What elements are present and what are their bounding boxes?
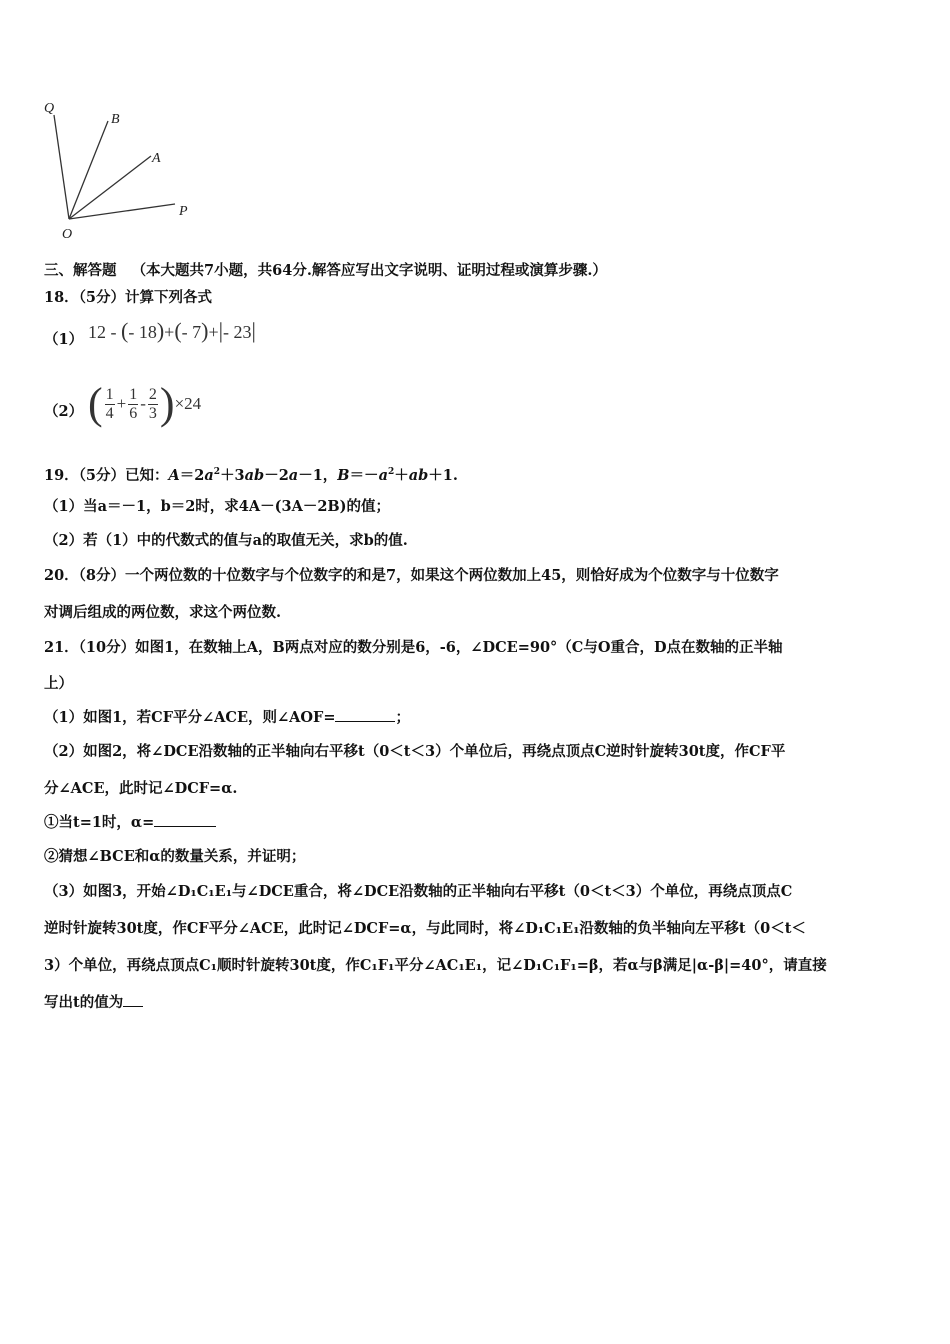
q19-part1: （1）当a＝－1，b＝2时，求4A－(3A－2B)的值； <box>44 498 391 515</box>
q21-part2-sub2: ②猜想∠BCE和α的数量关系，并证明； <box>44 848 306 865</box>
q21-part2-line2: 分∠ACE，此时记∠DCF=α. <box>44 780 238 797</box>
q18-stem <box>44 288 212 308</box>
q18-text: 计算下列各式 <box>125 289 213 306</box>
q19-part2: （2）若（1）中的代数式的值与a的取值无关，求b的值. <box>44 532 408 549</box>
q18-score: （5分） <box>78 289 126 306</box>
fraction: $\frac{1}{6}$ <box>129 385 138 422</box>
label-o: O <box>62 227 73 242</box>
q21-part3-line3: 3）个单位，再绕点顶点C₁顺时针旋转30t度，作C₁F₁平分∠AC₁E₁，记∠D₁C₁F₁=β，若α与β满足|α-β|=40°，请直接 <box>44 957 827 974</box>
section-title: 三、解答题 <box>44 262 117 279</box>
q18-number: 18． <box>44 289 79 306</box>
expr-part: - 7 <box>181 322 202 342</box>
q21-part2-line1: （2）如图2，将∠DCE沿数轴的正半轴向右平移t（0＜t＜3）个单位后，再绕点顶点C逆时针旋转30t度，作CF平 <box>44 743 786 760</box>
q18-part1 <box>44 318 256 350</box>
label-p: P <box>179 204 188 219</box>
label-q: Q <box>44 101 55 116</box>
q18-p2-label: （2） <box>44 403 84 420</box>
expr-part: 12 - <box>88 322 121 342</box>
ray-oq <box>54 115 69 219</box>
q21-part2-sub1: ①当t=1时，α= <box>44 813 216 833</box>
q20-line2: 对调后组成的两位数，求这个两位数. <box>44 604 282 621</box>
label-b: B <box>111 112 120 127</box>
section-note: （本大题共7小题，共64分.解答应写出文字说明、证明过程或演算步骤.） <box>131 262 607 279</box>
expr-part: + <box>164 322 175 342</box>
angle-figure <box>30 88 230 248</box>
q21-line1: 21．（10分）如图1，在数轴上A，B两点对应的数分别是6，-6，∠DCE=90°（C与O重合，D点在数轴的正半轴 <box>44 639 783 656</box>
answer-blank[interactable] <box>335 721 395 722</box>
fraction: $\frac{2}{3}$ <box>148 385 157 422</box>
answer-blank[interactable] <box>154 826 216 827</box>
q18-p1-expression: 12 - (- 18)+(- 7)+|- 23| <box>88 318 256 343</box>
q21-part1: （1）如图1，若CF平分∠ACE，则∠AOF= ； <box>44 709 410 726</box>
expr-part: - 23 <box>223 322 252 342</box>
expr-part: + <box>208 322 219 342</box>
q21-part3-line4: 写出t的值为 <box>44 993 143 1013</box>
expr-part: - 18 <box>128 322 157 342</box>
q19-stem: 19．（5分）已知：$A=2a^2+3ab-2a-1$，$B=-a^2+ab+1$. <box>44 467 458 484</box>
expr-op: - <box>140 394 146 413</box>
q18-part2 <box>44 379 202 428</box>
q21-part3-line2: 逆时针旋转30t度，作CF平分∠ACE，此时记∠DCF=α，与此同时，将∠D₁C₁E₁沿数轴的负半轴向左平移t（0＜t＜ <box>44 920 806 937</box>
q21-line2: 上） <box>44 675 73 692</box>
fraction: $\frac{1}{4}$ <box>105 385 114 422</box>
q20-line1: 20．（8分）一个两位数的十位数字与个位数字的和是7，如果这个两位数加上45，则恰好成为个位数字与十位数字 <box>44 567 779 584</box>
expr-op: + <box>116 394 127 413</box>
answer-blank[interactable] <box>123 1006 143 1007</box>
q18-p1-label: （1） <box>44 331 84 348</box>
q21-part3-line1: （3）如图3，开始∠D₁C₁E₁与∠DCE重合，将∠DCE沿数轴的正半轴向右平移t（0＜t＜3）个单位，再绕点顶点C <box>44 883 793 900</box>
expr-tail: ×24 <box>174 394 202 413</box>
section-heading <box>44 261 607 281</box>
q18-p2-expression: ( $\frac{1}{4}$ + $\frac{1}{6}$ - $\frac{2}{3}$ ) ×24 <box>88 379 202 428</box>
label-a: A <box>152 151 161 166</box>
